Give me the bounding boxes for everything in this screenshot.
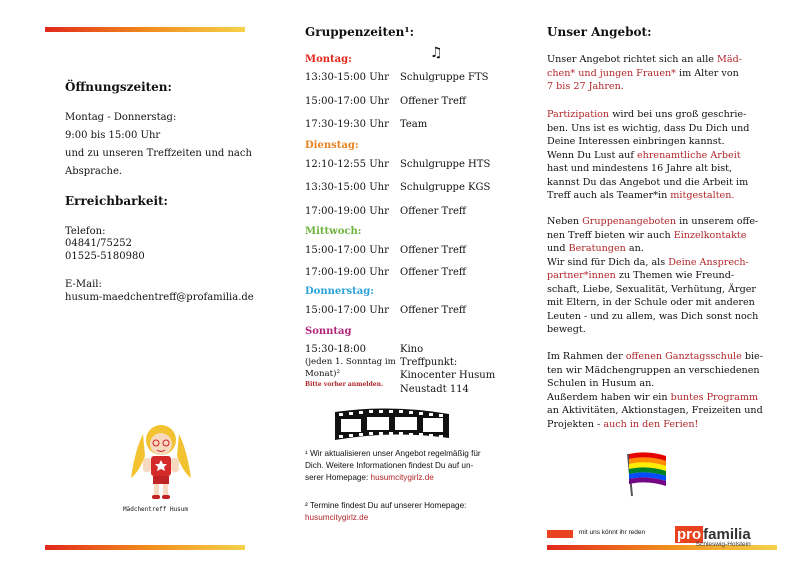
left-column — [45, 0, 255, 566]
group-cell: Schulgruppe KGS — [400, 182, 491, 193]
offer-text: hast und mindestens 16 Jahre alt bist, — [547, 163, 733, 174]
offer-highlight: Mäd- — [717, 54, 742, 65]
logo-bar — [547, 530, 573, 538]
sunday-place: Kino — [400, 344, 424, 355]
paragraph-line — [547, 149, 775, 163]
paragraph-line — [547, 391, 775, 405]
offer-text: wird bei uns groß geschrie- — [612, 109, 747, 120]
paragraph-line — [547, 122, 775, 136]
offer-highlight: partner*innen — [547, 270, 616, 281]
offer-text: Im Rahmen der — [547, 351, 626, 362]
paragraph-line — [547, 176, 775, 190]
group-cell: Team — [400, 119, 428, 130]
hours-line: Montag - Donnerstag: — [65, 112, 177, 123]
offer-highlight: Einzelkontakte — [673, 229, 747, 241]
footnote-2 — [305, 500, 505, 524]
offer-text: Projekten - — [547, 418, 604, 430]
footnote-line: Dich. Weitere Informationen findest Du auf un- — [305, 461, 474, 470]
offer-paragraph-4 — [547, 350, 775, 431]
time-cell: 15:00-17:00 Uhr — [305, 96, 389, 107]
paragraph-line — [547, 189, 775, 203]
paragraph-line — [547, 242, 775, 256]
day-wednesday: Mittwoch: — [305, 226, 362, 237]
paragraph-line — [547, 323, 775, 337]
sunday-sub: Monat)² — [305, 369, 340, 379]
sunday-place: Neustadt 114 — [400, 384, 469, 395]
hours-line: Absprache. — [65, 166, 123, 177]
group-cell: Offener Treff — [400, 267, 467, 278]
offer-highlight: mitgestalten. — [670, 190, 735, 201]
offer-text: Schulen in Husum an. — [547, 378, 655, 389]
offer-paragraph-2 — [547, 108, 775, 203]
hours-line: und zu unseren Treffzeiten und nach — [65, 148, 252, 159]
paragraph-line — [547, 269, 775, 283]
email-label: E-Mail: — [65, 279, 102, 290]
paragraph-line — [547, 310, 775, 324]
footnote-line: ¹ Wir aktualisieren unser Angebot regelmäßig für — [305, 449, 481, 458]
offer-highlight: Beratungen — [568, 243, 626, 254]
sunday-note: Bitte vorher anmelden. — [305, 381, 384, 388]
middle-column — [305, 0, 505, 566]
group-cell: Schulgruppe HTS — [400, 159, 491, 170]
logo-slogan: mit uns könnt ihr reden — [579, 529, 646, 536]
offer-title: Unser Angebot: — [547, 25, 652, 39]
group-cell: Offener Treff — [400, 96, 467, 107]
hours-title: Öffnungszeiten: — [65, 80, 172, 94]
rainbow-flag-icon — [622, 450, 672, 498]
day-sunday: Sonntag — [305, 326, 352, 337]
day-thursday: Donnerstag: — [305, 286, 374, 297]
offer-text: im Alter von — [675, 67, 739, 79]
paragraph-line — [547, 229, 775, 243]
paragraph-line — [547, 296, 775, 310]
offer-text: nen Treff bieten wir auch — [547, 229, 674, 241]
day-tuesday: Dienstag: — [305, 140, 359, 151]
paragraph-line — [547, 215, 775, 229]
time-cell: 13:30-15:00 Uhr — [305, 72, 389, 83]
offer-text: bewegt. — [547, 324, 586, 335]
offer-text: Leuten - und zu allem, was Dich sonst noch — [547, 310, 759, 322]
offer-text: ten wir Mädchengruppen an verschiedenen — [547, 364, 760, 376]
offer-highlight: Gruppenangeboten — [582, 216, 677, 227]
group-cell: Offener Treff — [400, 245, 467, 256]
logo-familia: familia — [703, 526, 751, 543]
sunday-place: Kinocenter Husum — [400, 370, 496, 381]
time-cell: 12:10-12:55 Uhr — [305, 159, 389, 170]
paragraph-line — [547, 135, 775, 149]
group-cell: Schulgruppe FTS — [400, 72, 489, 83]
offer-paragraph-3 — [547, 215, 775, 337]
homepage-link[interactable]: husumcitygirlz.de — [305, 513, 369, 522]
logo-region: Schleswig-Holstein — [695, 541, 751, 548]
group-cell: Offener Treff — [400, 206, 467, 217]
profamilia-logo — [675, 524, 751, 548]
offer-highlight: Partizipation — [547, 109, 610, 120]
offer-text: ben. Uns ist es wichtig, dass Du Dich und — [547, 122, 750, 134]
footnote-text: serer Homepage: — [305, 473, 369, 482]
phone-number[interactable]: 01525-5180980 — [65, 251, 145, 262]
offer-text: an. — [625, 243, 644, 254]
time-cell: 17:00-19:00 Uhr — [305, 206, 389, 217]
time-cell: 15:00-17:00 Uhr — [305, 245, 389, 256]
mascot-caption: Mädchentreff Husum — [123, 506, 189, 513]
paragraph-line — [547, 350, 775, 364]
offer-highlight: 7 bis 27 Jahren. — [547, 81, 624, 92]
offer-text: mit Eltern, in der Schule oder mit anderen — [547, 297, 755, 308]
offer-text: Wenn Du Lust auf — [547, 149, 637, 161]
sunday-place: Treffpunkt: — [400, 357, 458, 368]
mascot-girl-icon — [125, 420, 197, 502]
homepage-link[interactable]: husumcitygirlz.de — [370, 473, 434, 482]
email-link[interactable]: husum-maedchentreff@profamilia.de — [65, 292, 254, 303]
paragraph-line — [547, 364, 775, 378]
offer-text: zu Themen wie Freund- — [615, 270, 735, 281]
offer-text: Neben — [547, 216, 583, 227]
time-cell: 15:00-17:00 Uhr — [305, 305, 389, 316]
sunday-time: 15:30-18:00 — [305, 344, 367, 355]
paragraph-line — [547, 377, 775, 391]
offer-text: Unser Angebot richtet sich an alle — [547, 54, 718, 65]
group-times-title: Gruppenzeiten¹: — [305, 25, 415, 39]
paragraph-line — [547, 404, 775, 418]
offer-highlight: Deine Ansprech- — [668, 256, 749, 268]
offer-text: kannst Du das Angebot und die Arbeit im — [547, 176, 749, 188]
offer-text: schaft, Liebe, Sexualität, Verhütung, Ärger — [547, 283, 757, 295]
offer-text: Treff auch als Teamer*in — [547, 190, 671, 201]
music-note-icon: ♫ — [430, 45, 443, 61]
sunday-sub: (jeden 1. Sonntag im — [305, 357, 396, 367]
offer-highlight: offenen Ganztagsschule — [625, 351, 742, 362]
offer-text: Deine Interessen einbringen kannst. — [547, 136, 725, 147]
offer-text: an Aktivitäten, Aktionstagen, Freizeiten und — [547, 405, 763, 416]
offer-highlight: ehrenamtliche Arbeit — [636, 149, 741, 161]
offer-text: in unserem offe- — [676, 216, 759, 227]
offer-text: bie- — [741, 351, 763, 362]
reach-title: Erreichbarkeit: — [65, 194, 168, 208]
offer-paragraph-1 — [547, 53, 775, 94]
day-monday: Montag: — [305, 54, 352, 65]
group-cell: Offener Treff — [400, 305, 467, 316]
offer-highlight: auch in den Ferien! — [603, 418, 699, 430]
paragraph-line — [547, 108, 775, 122]
paragraph-line — [547, 256, 775, 270]
right-column — [547, 0, 777, 566]
time-cell: 17:30-19:30 Uhr — [305, 119, 389, 130]
footnote-line — [305, 472, 505, 484]
offer-highlight: chen* und jungen Frauen* — [547, 67, 676, 79]
offer-text: Wir sind für Dich da, als — [547, 256, 669, 268]
hours-line: 9:00 bis 15:00 Uhr — [65, 130, 161, 141]
paragraph-line — [547, 283, 775, 297]
paragraph-line — [547, 418, 775, 432]
phone-number[interactable]: 04841/75252 — [65, 238, 132, 249]
film-strip-icon — [333, 406, 451, 444]
time-cell: 13:30-15:00 Uhr — [305, 182, 389, 193]
paragraph-line — [547, 162, 775, 176]
offer-text: Außerdem haben wir ein — [547, 391, 671, 403]
time-cell: 17:00-19:00 Uhr — [305, 267, 389, 278]
footnote-1 — [305, 448, 505, 484]
footnote-line: ² Termine findest Du auf unserer Homepage: — [305, 501, 467, 510]
logo-pro: pro — [677, 526, 702, 543]
offer-text: und — [547, 243, 569, 254]
phone-label: Telefon: — [65, 226, 106, 237]
offer-highlight: buntes Programm — [670, 391, 759, 403]
